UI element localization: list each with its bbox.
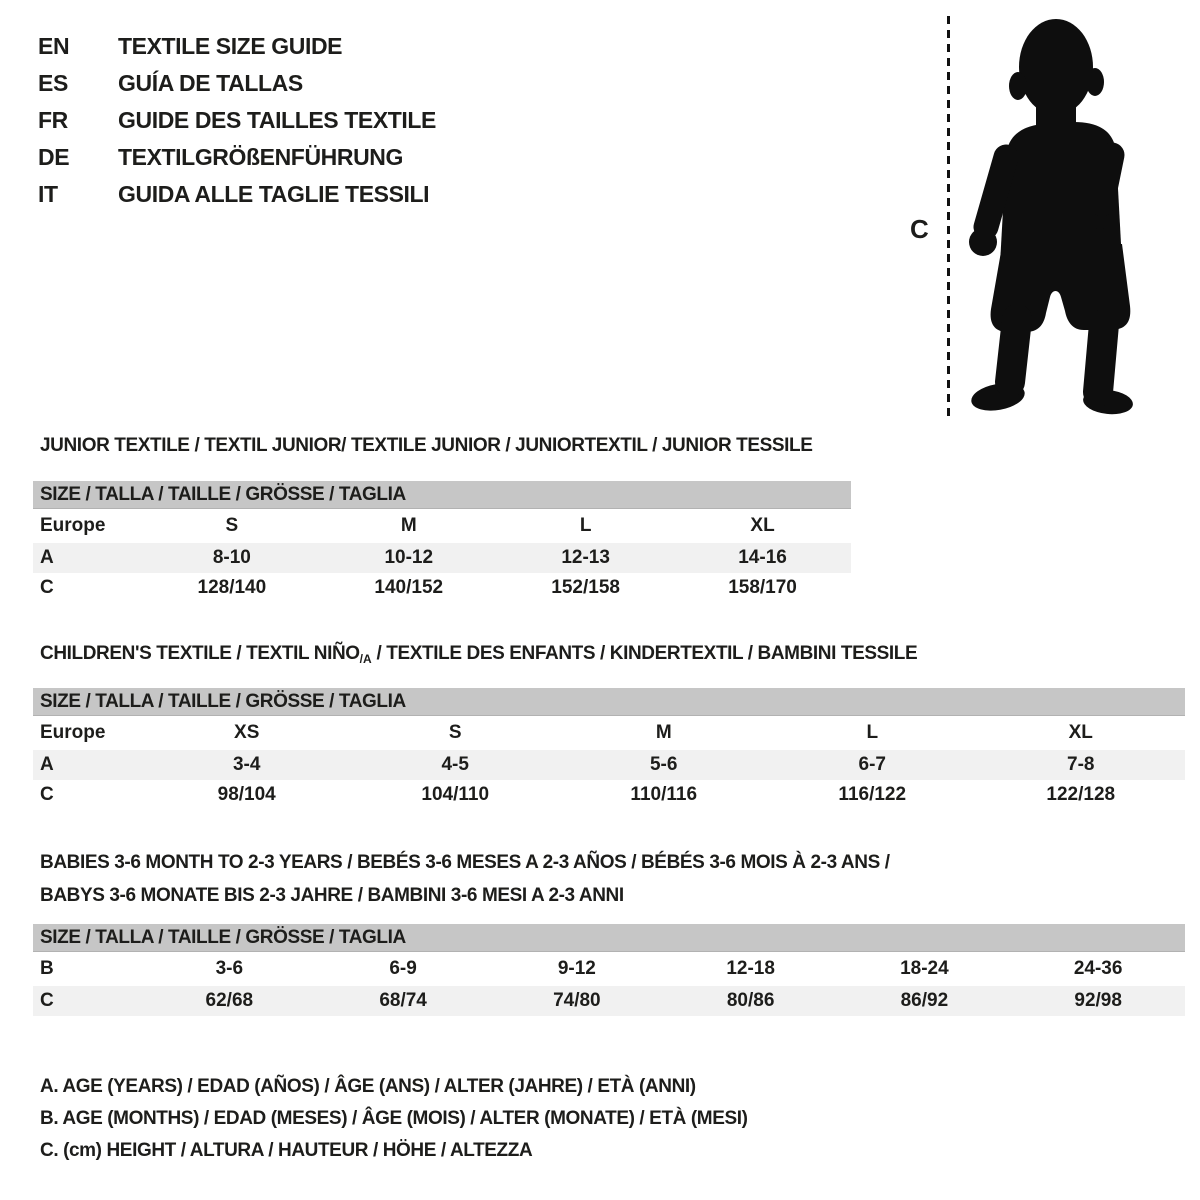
size-cell: XL [1068,722,1093,743]
height-cell: 122/128 [1046,784,1116,805]
height-cell: 128/140 [197,577,267,598]
language-row [38,65,436,102]
children-title-subscript: /A [359,652,372,666]
language-row [38,176,436,213]
age-cell: 3-4 [232,754,261,775]
children-table-title [40,643,917,666]
size-cell: XL [750,515,775,536]
height-measure-dashed-line [947,16,950,416]
junior-size-table [33,481,851,603]
size-header-bar: SIZE / TALLA / TAILLE / GRÖSSE / TAGLIA [33,924,1185,952]
babies-table-title-line1: BABIES 3-6 MONTH TO 2-3 YEARS / BEBÉS 3-6 MESES A 2-3 AÑOS / BÉBÉS 3-6 MOIS À 2-3 ANS / [40,852,890,873]
legend-line-age-years: A. AGE (YEARS) / EDAD (AÑOS) / ÂGE (ANS) / ALTER (JAHRE) / ETÀ (ANNI) [40,1076,696,1097]
age-cell: 8-10 [212,547,251,568]
row-label: Europe [40,515,106,536]
size-cell: S [448,722,462,743]
size-cell: M [655,722,672,743]
language-row [38,28,436,65]
row-label: C [40,577,54,598]
height-cell: 116/122 [838,784,907,805]
language-code: FR [38,107,68,133]
height-cell: 104/110 [421,784,490,805]
row-label: C [40,784,54,805]
guide-title: GUÍA DE TALLAS [118,70,303,96]
age-cell: 6-9 [389,958,417,979]
children-title-text: / TEXTILE DES ENFANTS / KINDERTEXTIL / BAMBINI TESSILE [371,643,918,664]
size-cell: L [866,722,879,743]
height-cell: 110/116 [630,784,698,805]
guide-title: TEXTILE SIZE GUIDE [118,33,343,59]
row-label: Europe [40,722,106,743]
height-cell: 92/98 [1074,990,1122,1011]
size-cell: M [400,515,417,536]
language-row [38,139,436,176]
guide-title: GUIDA ALLE TAGLIE TESSILI [118,181,430,207]
language-code: IT [38,181,58,207]
legend-line-age-months: B. AGE (MONTHS) / EDAD (MESES) / ÂGE (MOIS) / ALTER (MONATE) / ETÀ (MESI) [40,1108,748,1129]
size-header-bar: SIZE / TALLA / TAILLE / GRÖSSE / TAGLIA [33,481,851,509]
table-row-height [33,573,851,603]
height-cell: 74/80 [553,990,601,1011]
size-cell: XS [234,722,260,743]
junior-table-title: JUNIOR TEXTILE / TEXTIL JUNIOR/ TEXTILE JUNIOR / JUNIORTEXTIL / JUNIOR TESSILE [40,435,813,456]
age-cell: 14-16 [738,547,787,568]
language-title-list [38,28,436,213]
age-cell: 10-12 [384,547,434,568]
height-cell: 140/152 [374,577,444,598]
height-cell: 98/104 [217,784,276,805]
table-row-height [33,986,1185,1016]
row-label: A [40,547,54,568]
height-measure-label: C [910,214,929,244]
table-row-height [33,780,1185,810]
height-cell: 62/68 [205,990,254,1011]
table-row-europe [33,716,1185,750]
table-row-age [33,543,851,573]
height-cell: 86/92 [900,990,949,1011]
age-cell: 6-7 [858,754,886,775]
row-label: B [40,958,54,979]
table-row-europe [33,509,851,543]
height-cell: 80/86 [726,990,775,1011]
guide-title: GUIDE DES TAILLES TEXTILE [118,107,436,133]
age-cell: 7-8 [1067,754,1095,775]
babies-table-title-line2: BABYS 3-6 MONATE BIS 2-3 JAHRE / BAMBINI 3-6 MESI A 2-3 ANNI [40,885,624,906]
age-cell: 5-6 [649,754,678,775]
size-cell: L [579,515,592,536]
language-code: DE [38,144,70,170]
age-cell: 12-18 [726,958,775,979]
toddler-silhouette-icon [962,14,1140,416]
age-cell: 4-5 [441,754,469,775]
children-title-text: CHILDREN'S TEXTILE / TEXTIL NIÑO [40,643,360,664]
table-row-age [33,750,1185,780]
size-cell: S [225,515,239,536]
age-cell: 24-36 [1073,958,1123,979]
table-row-age-months [33,952,1185,986]
age-cell: 9-12 [557,958,596,979]
language-row [38,102,436,139]
height-cell: 152/158 [551,577,620,598]
row-label: A [40,754,54,775]
language-code: ES [38,70,68,96]
children-size-table [33,688,1185,810]
guide-title: TEXTILGRÖßENFÜHRUNG [118,144,403,170]
babies-size-table [33,924,1185,1016]
age-cell: 18-24 [900,958,949,979]
height-cell: 158/170 [728,577,797,598]
age-cell: 12-13 [561,547,610,568]
row-label: C [40,990,54,1011]
legend-line-height: C. (cm) HEIGHT / ALTURA / HAUTEUR / HÖHE / ALTEZZA [40,1140,533,1161]
language-code: EN [38,33,70,59]
size-header-bar: SIZE / TALLA / TAILLE / GRÖSSE / TAGLIA [33,688,1185,716]
height-cell: 68/74 [379,990,427,1011]
measurement-legend [40,1076,748,1172]
age-cell: 3-6 [215,958,244,979]
